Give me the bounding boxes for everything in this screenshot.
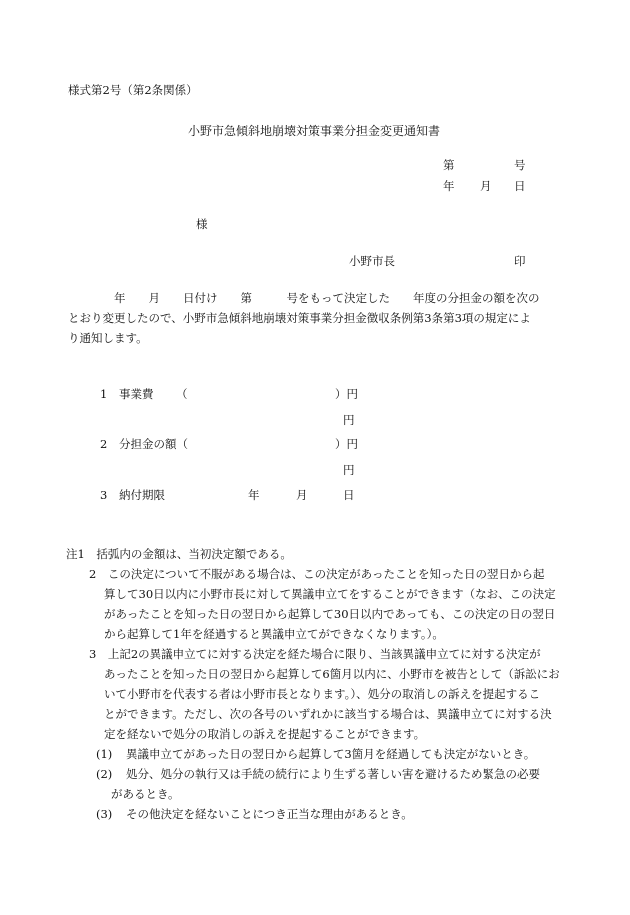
sub-item-1-text: 異議申立てがあった日の翌日から起算して3箇月を経過しても決定がないとき。	[126, 747, 536, 761]
item3-month: 月	[296, 488, 308, 502]
sub-item-2-line-2: があるとき。	[111, 787, 180, 801]
item1-number: 1	[100, 387, 108, 401]
item3-year: 年	[248, 488, 260, 502]
number-dai: 第	[443, 158, 455, 172]
sub-item-3-text: その他決定を経ないことにつき正当な理由があるとき。	[126, 807, 413, 821]
date-day: 日	[514, 179, 526, 193]
item2-label: 分担金の額（	[119, 437, 188, 451]
sub-item-3-number: (3)	[96, 807, 113, 821]
note-3-line-3: いて小野市を代表する者は小野市長となります。）、処分の取消しの訴えを提起するこ	[104, 687, 541, 701]
note-2-line-1: 2 この決定について不服がある場合は、この決定があったことを知った日の翌日から起	[89, 567, 545, 581]
sub-item-1-number: (1)	[96, 747, 113, 761]
note-2-line-2: 算して30日以内に小野市長に対して異議申立てをすることができます（なお、この決定	[104, 587, 556, 601]
document-title: 小野市急傾斜地崩壊対策事業分担金変更通知書	[188, 124, 441, 138]
body-line-2: とおり変更したので、小野市急傾斜地崩壊対策事業分担金徴収条例第3条第3項の規定によ	[68, 311, 531, 325]
form-label: 様式第2号（第2条関係）	[68, 83, 198, 97]
item2-close: ）円	[335, 437, 358, 451]
note-3-line-4: とができます。ただし、次の各号のいずれかに該当する場合は、異議申立てに対する決	[104, 707, 552, 721]
sub-item-2-number: (2)	[96, 767, 113, 781]
body-line-1: 年 月 日付け 第 号をもって決定した 年度の分担金の額を次の	[114, 291, 540, 305]
number-go: 号	[514, 158, 526, 172]
item3-number: 3	[100, 488, 108, 502]
date-month: 月	[480, 179, 492, 193]
item1-unit: 円	[343, 413, 355, 427]
item2-unit: 円	[343, 463, 355, 477]
addressee-sama: 様	[196, 217, 208, 231]
item1-close: ）円	[335, 387, 358, 401]
item1-label: 事業費	[119, 387, 154, 401]
note-3-line-1: 3 上記2の異議申立てに対する決定を経た場合に限り、当該異議申立てに対する決定が	[89, 647, 541, 661]
item2-number: 2	[100, 437, 108, 451]
note-2-line-3: があったことを知った日の翌日から起算して30日以内であっても、この決定の日の翌日	[104, 607, 556, 621]
body-line-3: り通知します。	[68, 331, 148, 345]
note-3-line-5: 定を経ないで処分の取消しの訴えを提起することができます。	[104, 727, 426, 741]
item3-day: 日	[343, 488, 355, 502]
item1-open-paren: （	[176, 387, 188, 401]
date-year: 年	[443, 179, 455, 193]
issuer-name: 小野市長	[349, 254, 395, 268]
note-1: 注1 括弧内の金額は、当初決定額である。	[66, 547, 292, 561]
issuer-seal: 印	[514, 254, 526, 268]
note-3-line-2: あったことを知った日の翌日から起算して6箇月以内に、小野市を被告として（訴訟にお	[104, 667, 560, 681]
note-2-line-4: から起算して1年を経過すると異議申立てができなくなります。）。	[104, 627, 444, 641]
sub-item-2-line-1: 処分、処分の執行又は手続の続行により生ずる著しい害を避けるため緊急の必要	[126, 767, 540, 781]
item3-label: 納付期限	[119, 488, 165, 502]
